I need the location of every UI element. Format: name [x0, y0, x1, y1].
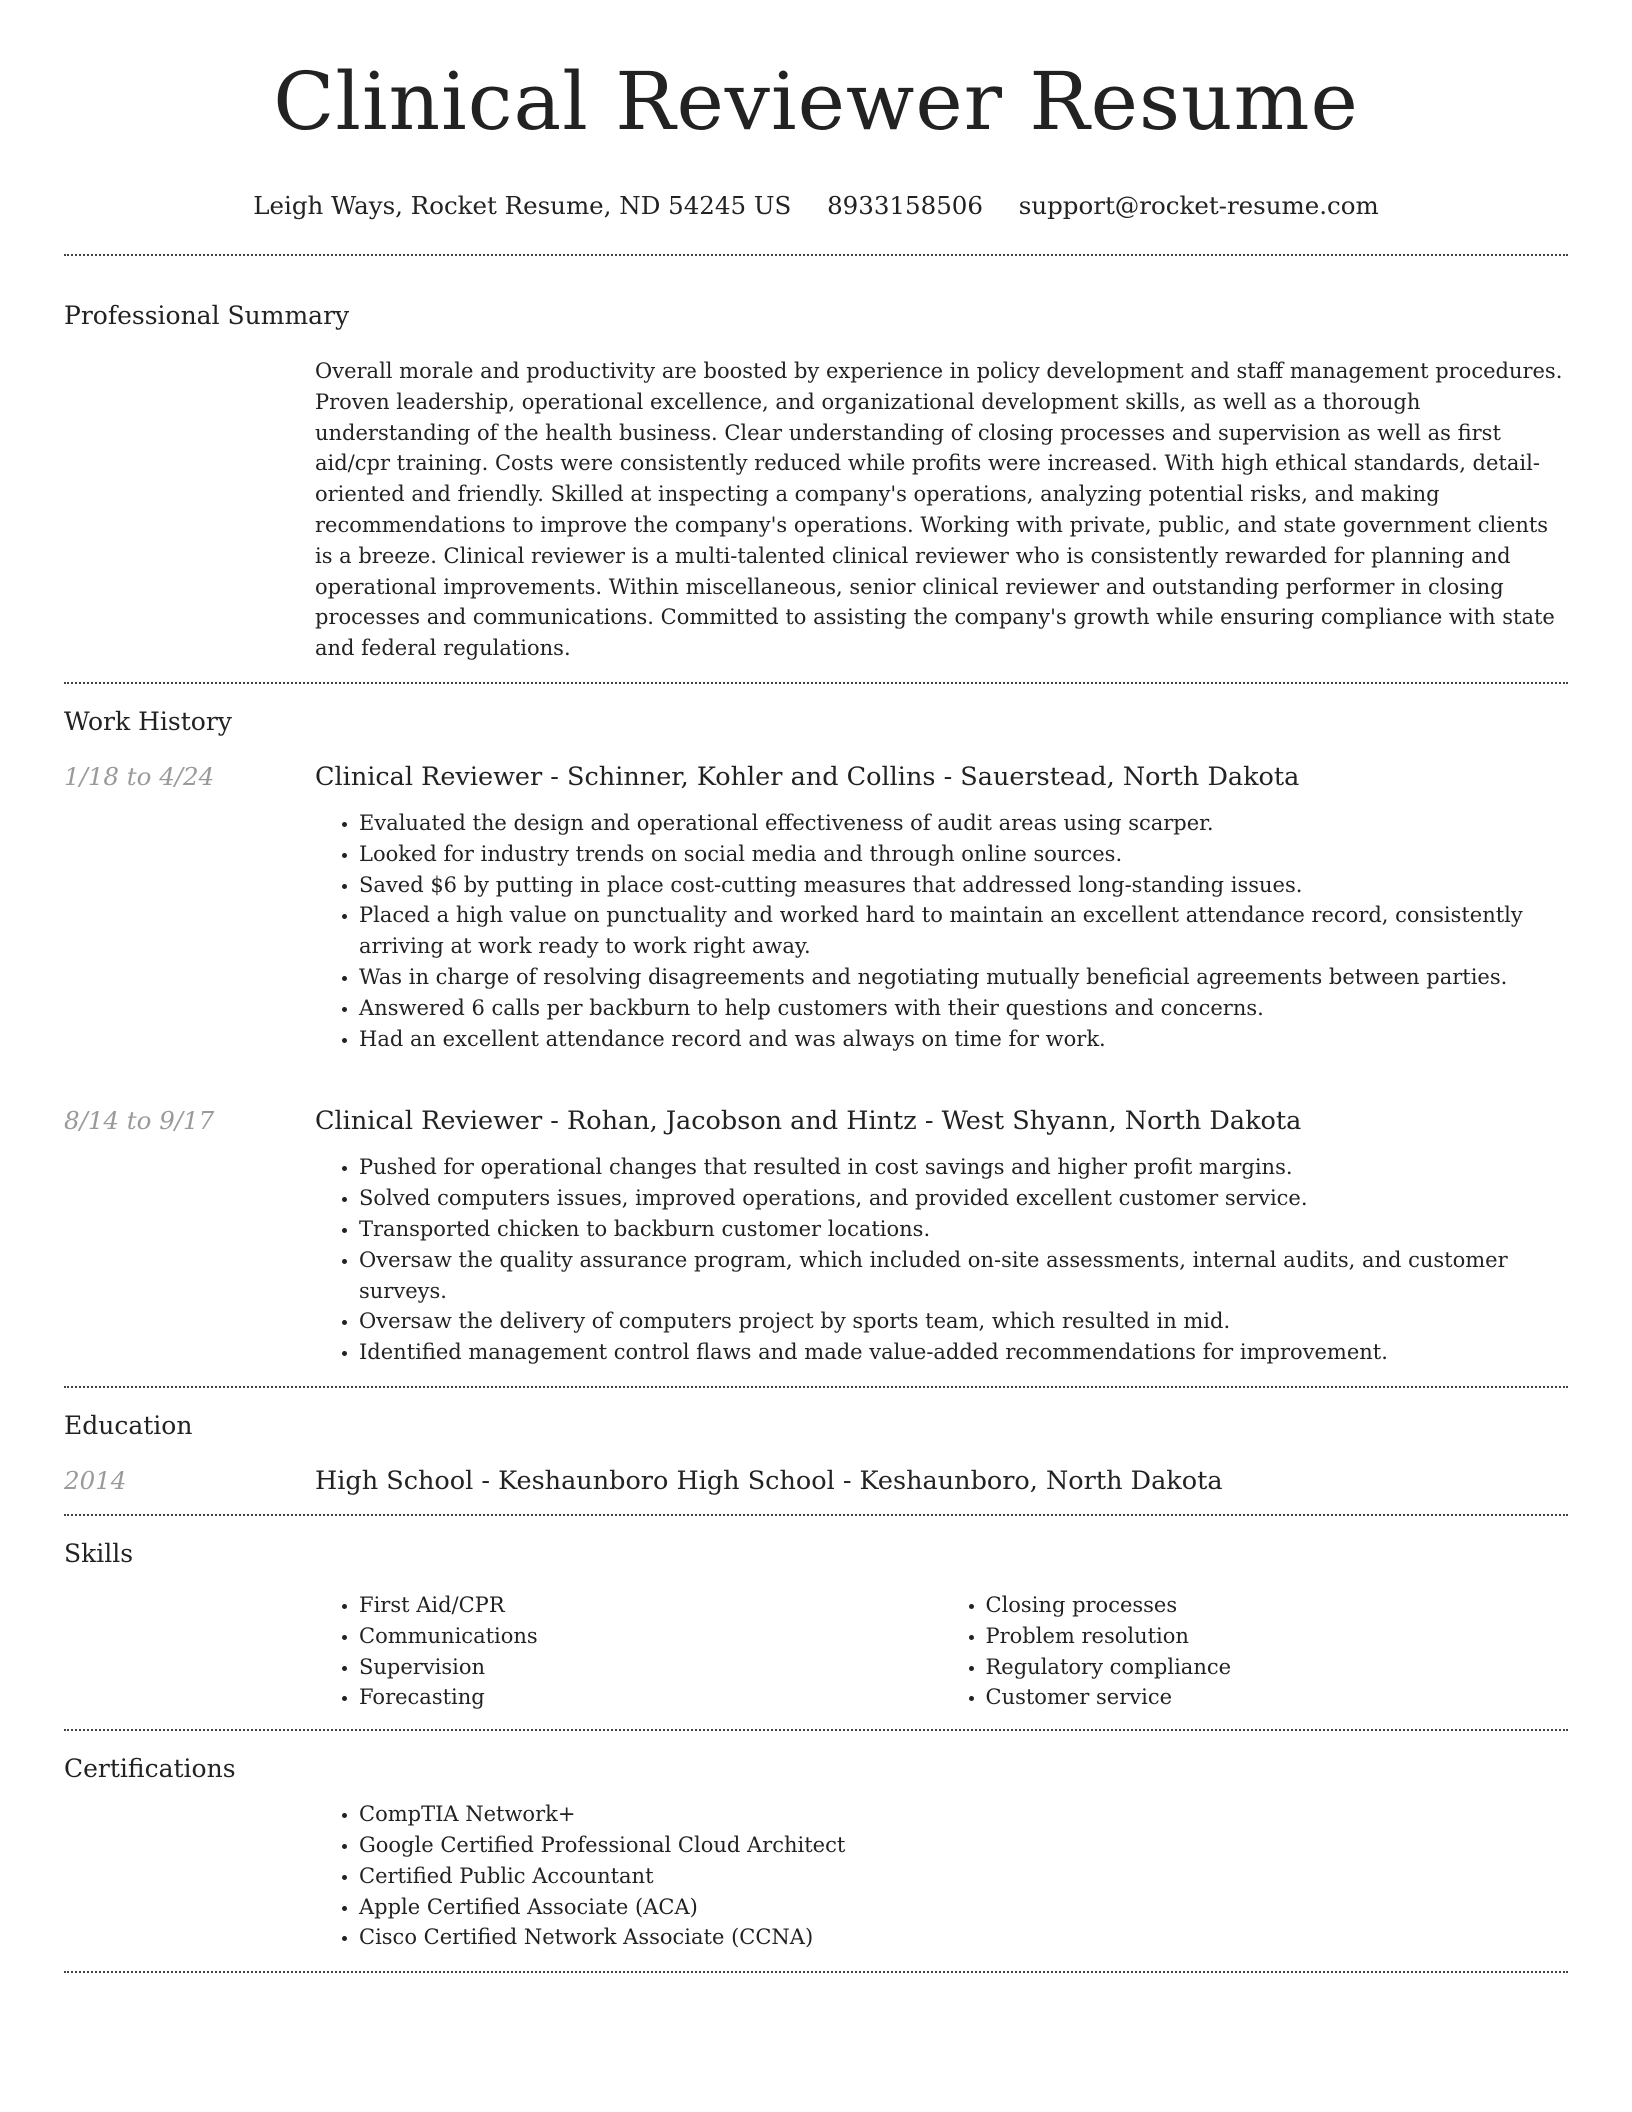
resume-title: Clinical Reviewer Resume: [273, 55, 1359, 148]
skills-heading: Skills: [64, 1538, 134, 1568]
divider: [64, 254, 1568, 256]
contact-line: [64, 190, 1568, 222]
job-bullet: • Answered 6 calls per backburn to help customers with their questions and concerns.: [359, 993, 1568, 1024]
skill-item: • First Aid/CPR: [359, 1590, 942, 1621]
summary-section: [64, 300, 1568, 682]
job-entry: [64, 1104, 1568, 1386]
job-bullet: • Placed a high value on punctuality and worked hard to maintain an excellent attendance record, consistently arriving at work ready to work right away.: [359, 900, 1568, 962]
education-section: [64, 1410, 1568, 1498]
job-dates: 1/18 to 4/24: [64, 761, 215, 791]
certification-item: • Apple Certified Associate (ACA): [359, 1892, 1568, 1923]
education-title: High School - Keshaunboro High School - Keshaunboro, North Dakota: [315, 1465, 1223, 1496]
contact-email: support@rocket-resume.com: [1018, 191, 1379, 220]
skill-item: • Customer service: [986, 1682, 1569, 1713]
job-bullet: • Was in charge of resolving disagreements and negotiating mutually beneficial agreements between parties.: [359, 962, 1568, 993]
contact-phone: 8933158506: [827, 191, 983, 220]
certification-item: • Certified Public Accountant: [359, 1861, 1568, 1892]
job-bullet: • Transported chicken to backburn customer locations.: [359, 1214, 1568, 1245]
certifications-section: [64, 1753, 1568, 1971]
skill-item: • Regulatory compliance: [986, 1652, 1569, 1683]
divider: [64, 1729, 1568, 1731]
summary-text: Overall morale and productivity are boosted by experience in policy development and staff management procedures. Proven leadership, operational excellence, and organizational development skills, as well as a thorough understanding of the health business. Clear understanding of closing processes and supervision as well as first aid/cpr training. Costs were consistently reduced while profits were increased. With high ethical standards, detail-oriented and friendly. Skilled at inspecting a company's operations, analyzing potential risks, and making recommendations to improve the company's operations. Working with private, public, and state government clients is a breeze. Clinical reviewer is a multi-talented clinical reviewer who is consistently rewarded for planning and operational improvements. Within miscellaneous, senior clinical reviewer and outstanding performer in closing processes and communications. Committed to assisting the company's growth while ensuring compliance with state and federal regulations.: [315, 359, 1563, 661]
skill-item: • Supervision: [359, 1652, 942, 1683]
contact-address: Leigh Ways, Rocket Resume, ND 54245 US: [253, 191, 792, 220]
job-bullet: • Oversaw the quality assurance program, which included on-site assessments, internal audits, and customer surveys.: [359, 1245, 1568, 1307]
education-heading: Education: [64, 1410, 193, 1440]
job-bullet: • Saved $6 by putting in place cost-cutting measures that addressed long-standing issues.: [359, 870, 1568, 901]
job-bullets: [315, 1152, 1568, 1368]
certifications-heading: Certifications: [64, 1754, 236, 1784]
skill-item: • Communications: [359, 1621, 942, 1652]
certification-item: • Cisco Certified Network Associate (CCNA): [359, 1922, 1568, 1953]
skill-item: • Problem resolution: [986, 1621, 1569, 1652]
skills-column-right: [942, 1590, 1569, 1713]
job-bullet: • Pushed for operational changes that resulted in cost savings and higher profit margins.: [359, 1152, 1568, 1183]
divider: [64, 1514, 1568, 1516]
education-entry: [64, 1464, 1568, 1498]
skills-section: [64, 1538, 1568, 1729]
job-entry: [64, 760, 1568, 1072]
job-bullet: • Had an excellent attendance record and was always on time for work.: [359, 1024, 1568, 1055]
job-bullet: • Evaluated the design and operational effectiveness of audit areas using scarper.: [359, 808, 1568, 839]
job-bullet: • Identified management control flaws and made value-added recommendations for improvement.: [359, 1337, 1568, 1368]
education-year: 2014: [64, 1465, 127, 1495]
certification-item: • Google Certified Professional Cloud Architect: [359, 1830, 1568, 1861]
certification-item: • CompTIA Network+: [359, 1799, 1568, 1830]
job-bullet: • Oversaw the delivery of computers project by sports team, which resulted in mid.: [359, 1306, 1568, 1337]
certifications-list: [315, 1799, 1568, 1953]
summary-heading: Professional Summary: [64, 301, 350, 330]
job-title: Clinical Reviewer - Rohan, Jacobson and Hintz - West Shyann, North Dakota: [315, 1106, 1302, 1137]
job-bullet: • Looked for industry trends on social media and through online sources.: [359, 839, 1568, 870]
skill-item: • Forecasting: [359, 1682, 942, 1713]
job-dates: 8/14 to 9/17: [64, 1106, 215, 1136]
divider: [64, 1386, 1568, 1388]
work-history-section: [64, 706, 1568, 1386]
job-bullet: • Solved computers issues, improved operations, and provided excellent customer service.: [359, 1183, 1568, 1214]
skills-list: [315, 1590, 1568, 1713]
skills-column-left: [315, 1590, 942, 1713]
skill-item: • Closing processes: [986, 1590, 1569, 1621]
job-bullets: [315, 808, 1568, 1054]
divider: [64, 682, 1568, 684]
job-title: Clinical Reviewer - Schinner, Kohler and Collins - Sauerstead, North Dakota: [315, 761, 1300, 792]
divider: [64, 1971, 1568, 1973]
work-history-heading: Work History: [64, 706, 232, 736]
